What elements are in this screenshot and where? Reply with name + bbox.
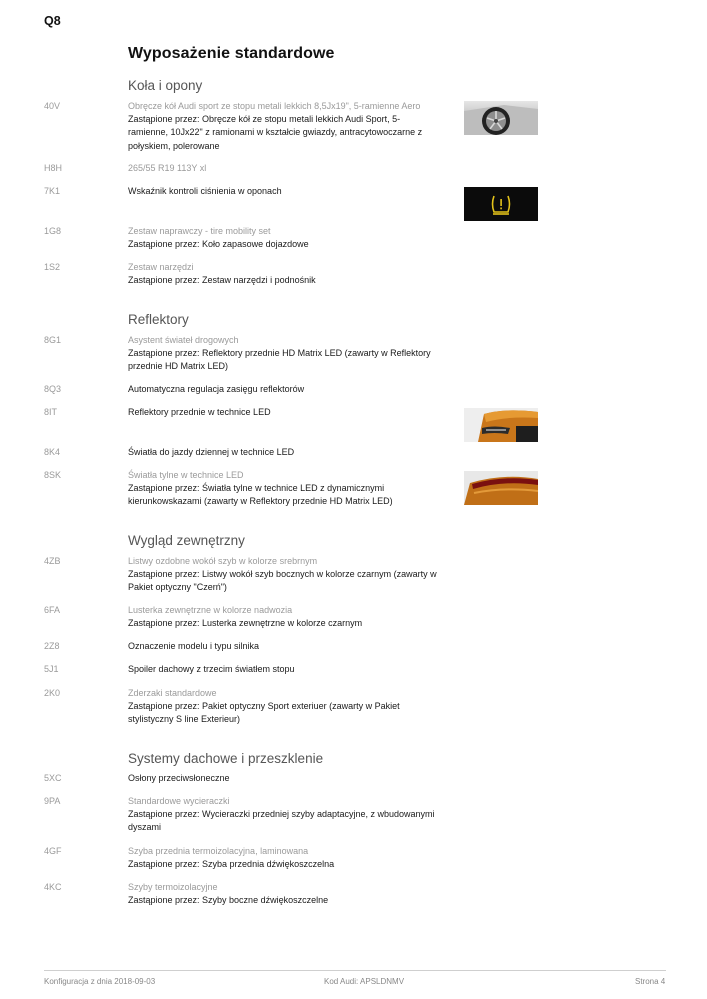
taillight-image (464, 471, 538, 505)
item-replacement: Zastąpione przez: Szyby boczne dźwiękoszczelne (128, 895, 329, 906)
item-title: Spoiler dachowy z trzecim światłem stopu (128, 664, 295, 674)
item-code: 5XC (44, 773, 62, 783)
item-replacement: Zastąpione przez: Wycieraczki przedniej szyby adaptacyjne, z wbudowanymi (128, 809, 435, 820)
item-code: 9PA (44, 796, 61, 806)
item-replacement: Pakiet optyczny "Czerń") (128, 582, 227, 593)
item-title: Szyby termoizolacyjne (128, 882, 218, 892)
item-replacement: Zastąpione przez: Zestaw narzędzi i podnośnik (128, 275, 316, 286)
item-title: 265/55 R19 113Y xl (128, 163, 207, 173)
item-replacement: kierunkowskazami (zawarty w Reflektory przednie HD Matrix LED) (128, 496, 393, 507)
item-code: 8Q3 (44, 384, 62, 394)
item-replacement: dyszami (128, 822, 162, 833)
item-replacement: połyskiem, polerowane (128, 140, 220, 151)
item-replacement: Zastąpione przez: Listwy wokół szyb bocznych w kolorze czarnym (zawarty w (128, 569, 437, 580)
item-title: Lusterka zewnętrzne w kolorze nadwozia (128, 605, 293, 615)
item-replacement: Zastąpione przez: Szyba przednia dźwiękoszczelna (128, 859, 335, 870)
item-title: Asystent świateł drogowych (128, 335, 239, 345)
item-title: Automatyczna regulacja zasięgu reflektorów (128, 384, 305, 394)
item-replacement: Zastąpione przez: Lusterka zewnętrzne w kolorze czarnym (128, 618, 363, 629)
page-title: Wyposażenie standardowe (128, 45, 335, 62)
item-code: 8SK (44, 470, 62, 480)
item-title: Listwy ozdobne wokół szyb w kolorze srebrnym (128, 556, 318, 566)
item-title: Standardowe wycieraczki (128, 796, 230, 806)
item-replacement: ramienne, 10Jx22" z ramionami w kształcie gwiazdy, antracytowoczarne z (128, 127, 423, 138)
tire-pressure-warning-image (464, 187, 538, 221)
item-code: 6FA (44, 605, 61, 615)
item-title: Światła tylne w technice LED (128, 470, 244, 480)
item-code: 7K1 (44, 186, 61, 196)
item-replacement: Zastąpione przez: Pakiet optyczny Sport exteriuer (zawarty w Pakiet (128, 701, 400, 712)
section-heading-exterior: Wygląd zewnętrzny (128, 533, 245, 548)
item-title: Zestaw narzędzi (128, 262, 194, 272)
item-title: Osłony przeciwsłoneczne (128, 773, 230, 783)
item-code: 4ZB (44, 556, 61, 566)
item-code: 2Z8 (44, 641, 60, 651)
item-title: Reflektory przednie w technice LED (128, 407, 271, 417)
item-replacement: stylistyczny S line Exterieur) (128, 714, 241, 725)
item-replacement: Zastąpione przez: Koło zapasowe dojazdowe (128, 239, 309, 250)
item-title: Wskaźnik kontroli ciśnienia w oponach (128, 186, 282, 196)
item-replacement: Zastąpione przez: Światła tylne w technice LED z dynamicznymi (128, 483, 385, 494)
item-replacement: przednie HD Matrix LED) (128, 361, 229, 372)
item-code: H8H (44, 163, 63, 173)
item-replacement: Zastąpione przez: Obręcze kół ze stopu metali lekkich Audi Sport, 5- (128, 114, 401, 125)
item-code: 8IT (44, 407, 58, 417)
item-code: 40V (44, 101, 61, 111)
section-heading-lights: Reflektory (128, 312, 189, 327)
item-title: Zderzaki standardowe (128, 688, 217, 698)
headlight-image (464, 408, 538, 442)
item-title: Szyba przednia termoizolacyjna, laminowana (128, 846, 309, 856)
model-label: Q8 (44, 14, 61, 28)
item-code: 4KC (44, 882, 62, 892)
item-code: 1G8 (44, 226, 62, 236)
item-replacement: Zastąpione przez: Reflektory przednie HD Matrix LED (zawarty w Reflektory (128, 348, 431, 359)
item-code: 4GF (44, 846, 62, 856)
item-title: Światła do jazdy dziennej w technice LED (128, 447, 295, 457)
section-heading-wheels: Koła i opony (128, 78, 203, 93)
item-code: 8G1 (44, 335, 62, 345)
footer-audi-code: Kod Audi: APSLDNMV (324, 977, 405, 986)
footer-config-date: Konfiguracja z dnia 2018-09-03 (44, 977, 156, 986)
item-title: Obręcze kół Audi sport ze stopu metali lekkich 8,5Jx19", 5-ramienne Aero (128, 101, 421, 111)
footer-page-number: Strona 4 (635, 977, 666, 986)
item-code: 5J1 (44, 664, 59, 674)
item-code: 1S2 (44, 262, 61, 272)
item-code: 2K0 (44, 688, 61, 698)
footer-divider (44, 970, 666, 971)
item-code: 8K4 (44, 447, 61, 457)
item-title: Zestaw naprawczy - tire mobility set (128, 226, 271, 236)
item-title: Oznaczenie modelu i typu silnika (128, 641, 260, 651)
wheel-image (464, 101, 538, 135)
section-heading-roof: Systemy dachowe i przeszklenie (128, 751, 324, 766)
